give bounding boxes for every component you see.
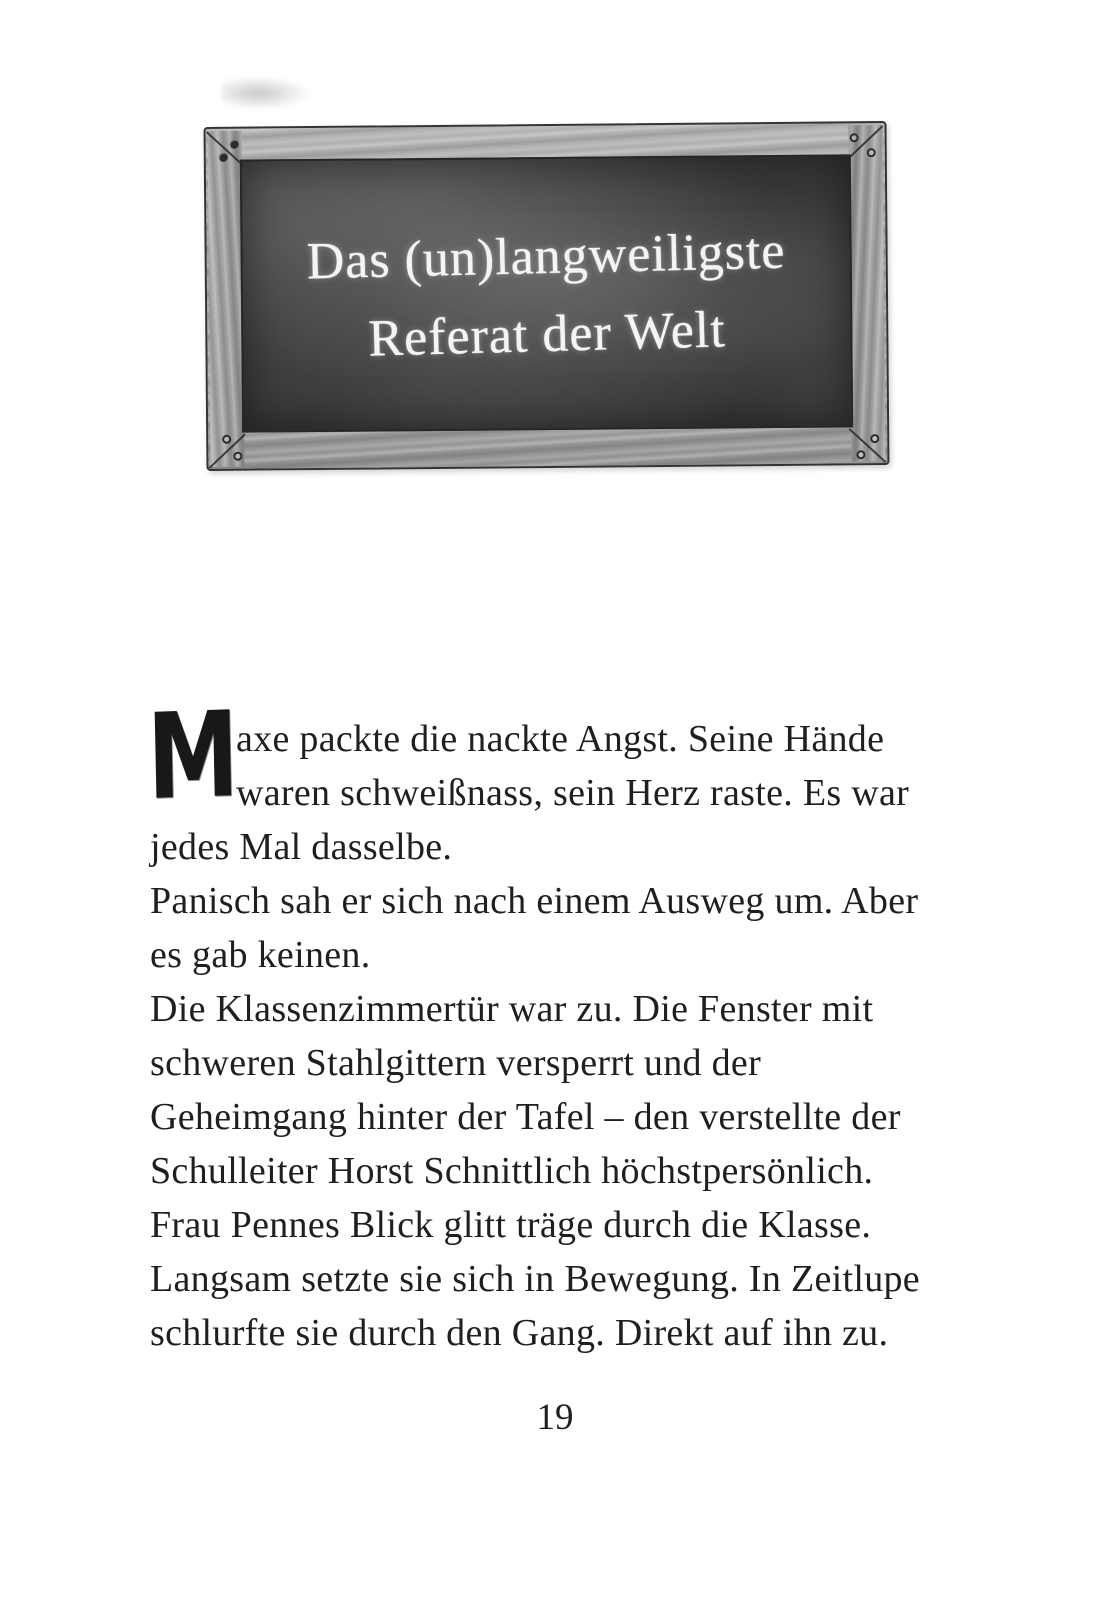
text-line: es gab keinen. xyxy=(150,934,371,976)
text-line: Schulleiter Horst Schnittlich höchstpersönlich. xyxy=(150,1150,874,1192)
screw-icon xyxy=(230,140,239,149)
text-line: axe packte die nackte Angst. Seine Hände xyxy=(236,718,885,760)
text-line: waren schweißnass, sein Herz raste. Es war xyxy=(236,772,910,814)
chalk-smudge xyxy=(222,76,312,110)
text-line: Die Klassenzimmertür war zu. Die Fenster mit xyxy=(150,988,874,1030)
text-line: Frau Pennes Blick glitt träge durch die Klasse. xyxy=(150,1204,872,1246)
chapter-title-line1: Das (un)langweiligste xyxy=(306,222,787,290)
text-line: Panisch sah er sich nach einem Ausweg um. Aber xyxy=(150,880,919,922)
text-line: schweren Stahlgittern versperrt und der xyxy=(150,1042,762,1084)
screw-icon xyxy=(856,450,865,459)
screw-icon xyxy=(233,452,242,461)
chalkboard-illustration xyxy=(204,121,890,471)
page-number: 19 xyxy=(536,1397,574,1438)
text-line: schlurfte sie durch den Gang. Direkt auf ihn zu. xyxy=(150,1312,889,1354)
screw-icon xyxy=(850,133,859,142)
screw-icon xyxy=(870,434,879,443)
text-line: jedes Mal dasselbe. xyxy=(150,826,453,868)
chapter-title-line2: Referat der Welt xyxy=(367,300,727,368)
drop-cap: M xyxy=(145,684,241,826)
chalkboard-surface xyxy=(240,154,853,432)
frame-right-board xyxy=(849,125,886,461)
frame-left-board xyxy=(208,131,245,467)
text-line: Langsam setzte sie sich in Bewegung. In Zeitlupe xyxy=(150,1258,920,1300)
screw-icon xyxy=(222,435,231,444)
text-line: Geheimgang hinter der Tafel – den verstellte der xyxy=(150,1096,901,1138)
story-text xyxy=(145,684,960,1360)
screw-icon xyxy=(219,153,228,162)
screw-icon xyxy=(867,148,876,157)
chalkboard-frame xyxy=(204,121,890,471)
